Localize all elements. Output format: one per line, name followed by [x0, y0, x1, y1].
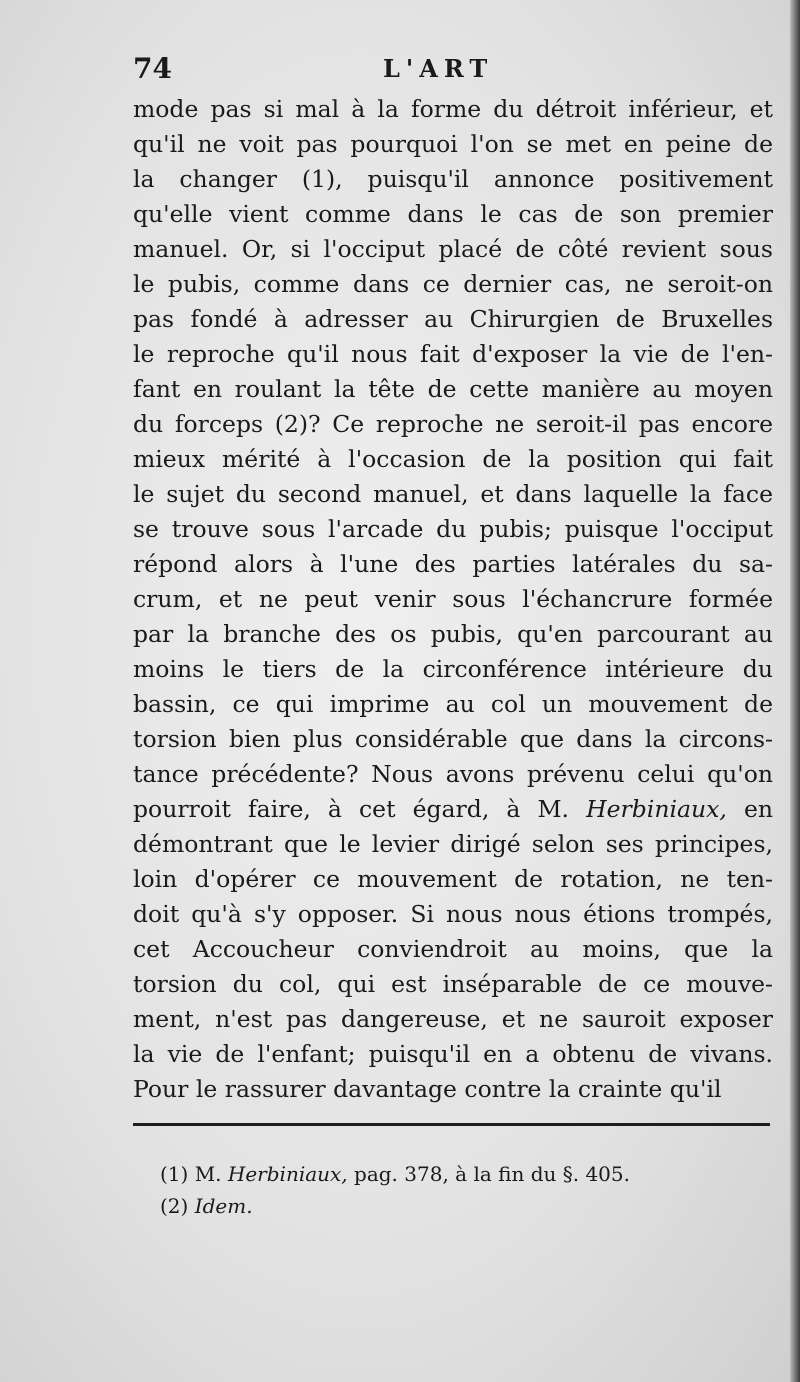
footnote-rule — [133, 1123, 770, 1126]
text-line: bassin, ce qui imprime au col un mouvement de — [133, 690, 773, 718]
footnote-prefix: M. — [194, 1162, 222, 1186]
text-line: par la branche des os pubis, qu'en parcourant au — [133, 620, 773, 648]
text-line: le reproche qu'il nous fait d'exposer la vie de l'en- — [133, 340, 773, 368]
author-name-italic: Herbiniaux, — [586, 795, 727, 823]
text-line: torsion bien plus considérable que dans la circons- — [133, 725, 773, 753]
text-line: Pour le rassurer davantage contre la crainte qu'il — [133, 1075, 722, 1103]
text-segment: en — [743, 795, 773, 823]
text-line: crum, et ne peut venir sous l'échancrure formée — [133, 585, 773, 613]
text-line-with-italic — [133, 792, 773, 827]
footnote-1 — [160, 1160, 630, 1188]
text-line: qu'elle vient comme dans le cas de son premier — [133, 200, 773, 228]
footnote-text: pag. 378, à la fin du §. 405. — [354, 1162, 630, 1186]
text-line: mode pas si mal à la forme du détroit inférieur, et — [133, 95, 773, 123]
text-line: le sujet du second manuel, et dans laquelle la face — [133, 480, 773, 508]
text-line: se trouve sous l'arcade du pubis; puisque l'occiput — [133, 515, 773, 543]
text-segment: pourroit faire, à cet égard, à M. — [133, 795, 570, 823]
text-line: pas fondé à adresser au Chirurgien de Bruxelles — [133, 305, 773, 333]
footnote-author: Herbiniaux, — [227, 1162, 348, 1186]
text-line: doit qu'à s'y opposer. Si nous nous étions trompés, — [133, 900, 773, 928]
text-line: démontrant que le levier dirigé selon ses principes, — [133, 830, 773, 858]
text-line: du forceps (2)? Ce reproche ne seroit-il pas encore — [133, 410, 773, 438]
text-line: mieux mérité à l'occasion de la position qui fait — [133, 445, 773, 473]
text-line: fant en roulant la tête de cette manière au moyen — [133, 375, 773, 403]
text-line: tance précédente? Nous avons prévenu celui qu'on — [133, 760, 773, 788]
page-edge-shadow — [790, 0, 800, 1382]
running-head: L'ART — [383, 54, 494, 83]
page-header — [133, 52, 763, 92]
footnote-2 — [160, 1192, 253, 1220]
text-line: la changer (1), puisqu'il annonce positivement — [133, 165, 773, 193]
footnote-mark: (2) — [160, 1194, 189, 1218]
text-line: le pubis, comme dans ce dernier cas, ne seroit-on — [133, 270, 773, 298]
page-number: 74 — [133, 52, 172, 85]
text-line: manuel. Or, si l'occiput placé de côté revient sous — [133, 235, 773, 263]
text-line: la vie de l'enfant; puisqu'il en a obtenu de vivans. — [133, 1040, 773, 1068]
text-line: qu'il ne voit pas pourquoi l'on se met en peine de — [133, 130, 773, 158]
text-line: moins le tiers de la circonférence intérieure du — [133, 655, 773, 683]
text-line: loin d'opérer ce mouvement de rotation, ne ten- — [133, 865, 773, 893]
text-line: ment, n'est pas dangereuse, et ne sauroit exposer — [133, 1005, 773, 1033]
text-line: répond alors à l'une des parties latérales du sa- — [133, 550, 773, 578]
text-line: cet Accoucheur conviendroit au moins, que la — [133, 935, 773, 963]
footnote-author: Idem. — [194, 1194, 253, 1218]
text-line: torsion du col, qui est inséparable de ce mouve- — [133, 970, 773, 998]
footnote-mark: (1) — [160, 1162, 189, 1186]
